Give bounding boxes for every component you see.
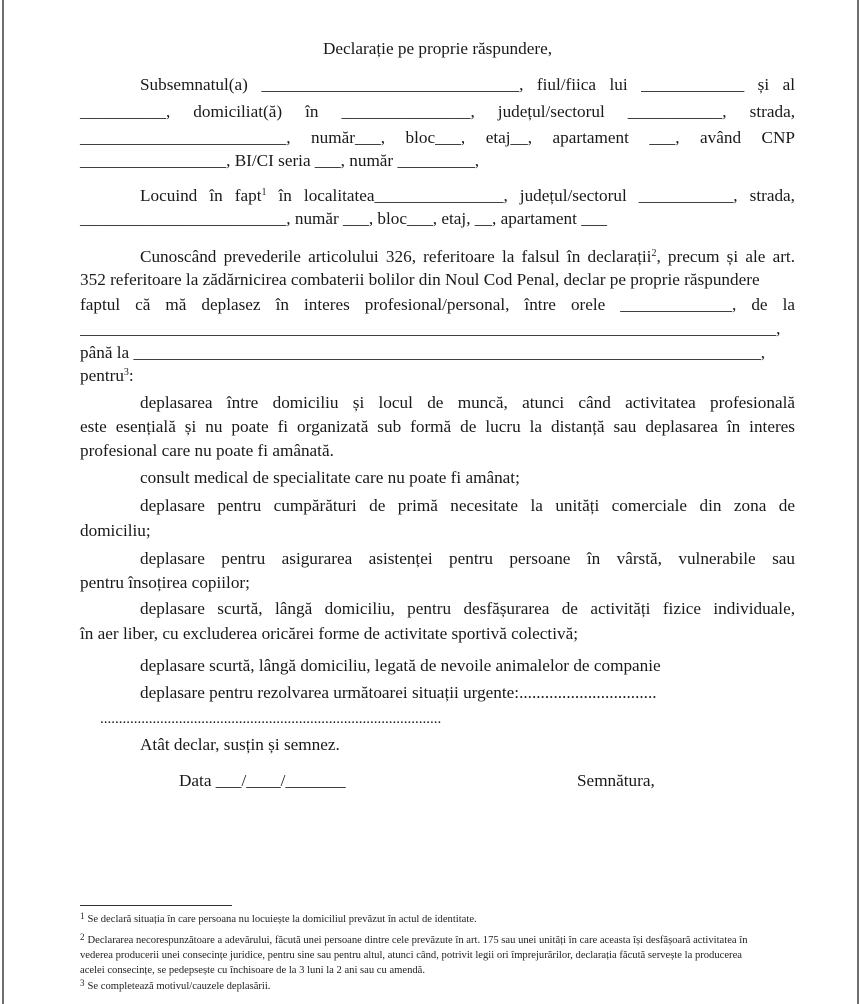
residence-text: Locuind în fapt <box>140 186 262 205</box>
footnote-1 <box>80 913 795 927</box>
statement-line-1 <box>80 246 795 268</box>
identity-line-4: _________________, BI/CI seria ___, număr _________, <box>80 151 480 170</box>
reason-1-line-1: deplasarea între domiciliu și locul de muncă, atunci când activitatea profesională <box>140 393 795 412</box>
signature-label: Semnătura, <box>577 771 655 790</box>
pentru-text: pentru <box>80 366 124 385</box>
footnote-ref-1: 1 <box>261 187 267 198</box>
identity-line-3: ________________________, număr___, bloc___, etaj__, apartament ___, având CNP <box>80 128 795 147</box>
reason-5-line-2: în aer liber, cu excluderea oricărei forme de activitate sportivă colectivă; <box>80 624 578 643</box>
footnote-text: Se declară situația în care persoana nu locuiește la domiciliul prevăzut în actul de identitate. <box>87 914 477 925</box>
residence-line-1 <box>80 185 795 207</box>
statement-text-suffix: , precum și ale art. <box>656 247 795 266</box>
reason-7-line-2: ........................................................................................... <box>100 711 442 727</box>
reason-7-line-1: deplasare pentru rezolvarea următoarei situații urgente:................................ <box>140 683 657 702</box>
footnote-3 <box>80 980 795 994</box>
statement-text: Cunoscând prevederile articolului 326, referitoare la falsul în declarații <box>140 247 652 266</box>
footnote-text: Se completează motivul/cauzele deplasării. <box>87 981 271 992</box>
statement-line-5: până la _________________________________________________________________________, <box>80 343 766 362</box>
statement-line-6 <box>80 365 795 387</box>
residence-text-suffix: în localitatea_______________, județul/sectorul ___________, strada, <box>266 186 795 205</box>
identity-line-2: __________, domiciliat(ă) în _______________, județul/sectorul ___________, strada, <box>80 102 795 121</box>
footnote-2 <box>80 934 795 948</box>
residence-line-2: ________________________, număr ___, bloc___, etaj, __, apartament ___ <box>80 209 607 228</box>
reason-1-line-2: este esențială și nu poate fi organizată sub formă de lucru la distanță sau deplasarea în interes <box>80 417 795 436</box>
reason-6-line-1: deplasare scurtă, lângă domiciliu, legată de nevoile animalelor de companie <box>140 656 661 675</box>
footnote-2-line-2: vederea producerii unei consecințe juridice, pentru sine sau pentru altul, atunci când, potrivit legii ori împrejurărilor, declarația făcută servește la producerea <box>80 950 742 961</box>
reason-3-line-1: deplasare pentru cumpărături de primă necesitate la unități comerciale din zona de <box>140 496 795 515</box>
statement-line-2: 352 referitoare la zădărnicirea combaterii bolilor din Noul Cod Penal, declar pe proprie răspundere <box>80 270 760 289</box>
footnote-number: 2 <box>80 932 85 942</box>
pentru-colon: : <box>128 366 134 385</box>
footnote-divider <box>80 905 232 906</box>
reason-2-line-1: consult medical de specialitate care nu poate fi amânat; <box>140 468 520 487</box>
footnote-number: 3 <box>80 978 85 988</box>
statement-line-4: _________________________________________________________________________________, <box>80 319 780 338</box>
reason-1-line-3: profesional care nu poate fi amânată. <box>80 441 334 460</box>
reason-5-line-1: deplasare scurtă, lângă domiciliu, pentru desfășurarea de activități fizice individuale, <box>140 599 795 618</box>
footnote-number: 1 <box>80 911 85 921</box>
statement-line-3: faptul că mă deplasez în interes profesional/personal, între orele _____________, de la <box>80 295 795 314</box>
footnote-ref-3: 3 <box>123 367 129 378</box>
reason-4-line-2: pentru însoțirea copiilor; <box>80 573 250 592</box>
page-title: Declarație pe proprie răspundere, <box>322 39 553 58</box>
date-field[interactable]: Data ___/____/_______ <box>179 771 346 790</box>
reason-4-line-1: deplasare pentru asigurarea asistenței pentru persoane în vârstă, vulnerabile sau <box>140 549 795 568</box>
footnote-2-line-3: acelei consecințe, se pedepsește cu închisoare de la 3 luni la 2 ani sau cu amendă. <box>80 965 426 976</box>
closing-statement: Atât declar, susțin și semnez. <box>140 735 340 754</box>
footnote-ref-2: 2 <box>651 248 657 259</box>
identity-line-1: Subsemnatul(a) ______________________________, fiul/fiica lui ____________ și al <box>140 75 795 94</box>
reason-3-line-2: domiciliu; <box>80 521 151 540</box>
footnote-text: Declararea necorespunzătoare a adevărului, făcută unei persoane dintre cele prevăzute în art. 175 sau unei unități în care aceasta își desfășoară activitatea în <box>87 935 748 946</box>
